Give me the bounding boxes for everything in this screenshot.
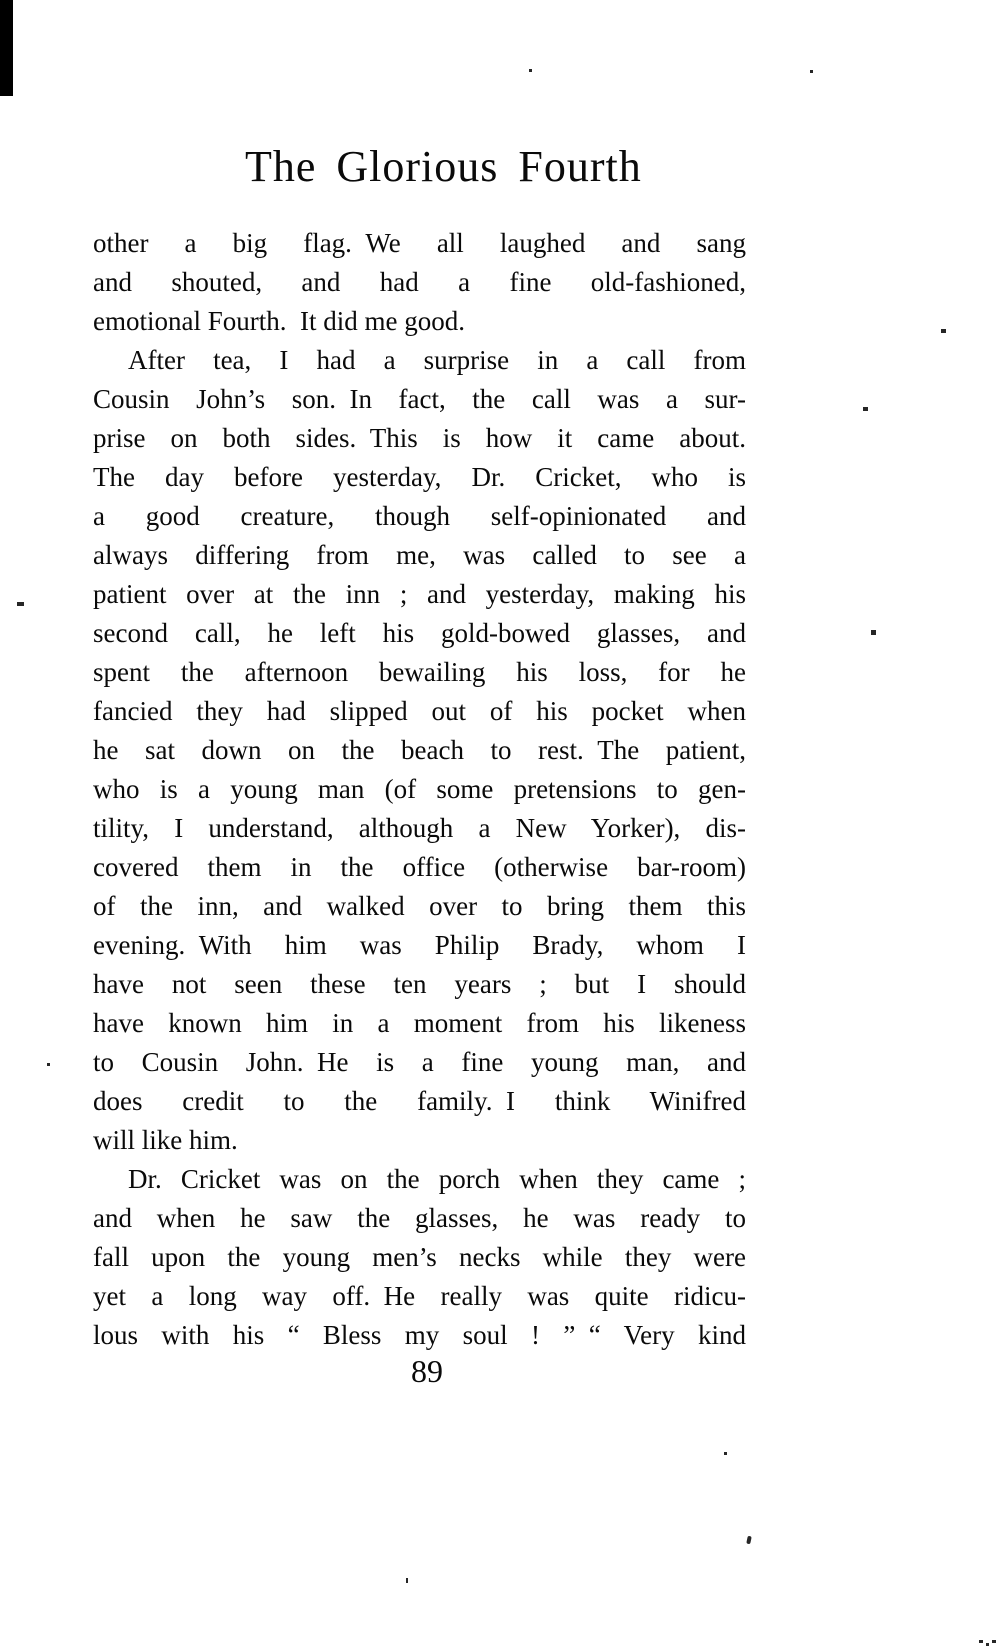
scan-speck bbox=[941, 329, 946, 333]
text-line: spent the afternoon bewailing his loss, for he bbox=[93, 657, 746, 687]
text-line: have not seen these ten years ; but I should bbox=[93, 969, 746, 999]
text-line: emotional Fourth. It did me good. bbox=[93, 306, 465, 336]
scan-speck bbox=[863, 407, 868, 411]
scan-speck bbox=[810, 70, 813, 73]
text-line: and shouted, and had a fine old-fashioned, bbox=[93, 267, 746, 297]
text-line: does credit to the family. I think Winifred bbox=[93, 1086, 746, 1116]
text-line: fancied they had slipped out of his pocket when bbox=[93, 696, 746, 726]
scan-speck bbox=[724, 1452, 727, 1455]
text-line: evening. With him was Philip Brady, whom I bbox=[93, 930, 746, 960]
text-line: patient over at the inn ; and yesterday, making his bbox=[93, 579, 746, 609]
text-line: will like him. bbox=[93, 1125, 238, 1155]
scan-speck bbox=[47, 1063, 50, 1066]
page-number: 89 bbox=[411, 1353, 443, 1389]
scan-speck bbox=[17, 602, 24, 606]
text-line: The day before yesterday, Dr. Cricket, who is bbox=[93, 462, 746, 492]
page-body bbox=[93, 224, 746, 1355]
text-line: who is a young man (of some pretensions to gen- bbox=[93, 774, 746, 804]
text-line: and when he saw the glasses, he was ready to bbox=[93, 1203, 746, 1233]
scan-speck bbox=[871, 630, 876, 635]
text-line: other a big flag. We all laughed and sang bbox=[93, 228, 746, 258]
text-line: lous with his “ Bless my soul ! ” “ Very kind bbox=[93, 1320, 746, 1350]
text-line: After tea, I had a surprise in a call from bbox=[128, 345, 746, 375]
text-line: fall upon the young men’s necks while they were bbox=[93, 1242, 746, 1272]
text-line: he sat down on the beach to rest. The patient, bbox=[93, 735, 746, 765]
text-line: yet a long way off. He really was quite ridicu- bbox=[93, 1281, 746, 1311]
scan-speck bbox=[992, 1640, 996, 1643]
text-line: a good creature, though self-opinionated and bbox=[93, 501, 746, 531]
text-line: Cousin John’s son. In fact, the call was a sur- bbox=[93, 384, 746, 414]
scan-speck bbox=[529, 69, 532, 72]
page-title: The Glorious Fourth bbox=[245, 142, 642, 191]
text-line: prise on both sides. This is how it came about. bbox=[93, 423, 746, 453]
scan-speck bbox=[406, 1578, 408, 1583]
scan-speck bbox=[979, 1640, 983, 1643]
text-line: second call, he left his gold-bowed glasses, and bbox=[93, 618, 746, 648]
scan-speck bbox=[986, 1643, 989, 1646]
text-line: Dr. Cricket was on the porch when they came ; bbox=[128, 1164, 746, 1194]
text-line: always differing from me, was called to see a bbox=[93, 540, 746, 570]
text-line: covered them in the office (otherwise bar-room) bbox=[93, 852, 746, 882]
text-line: tility, I understand, although a New Yorker), dis- bbox=[93, 813, 746, 843]
scan-speck bbox=[746, 1536, 752, 1545]
text-line: to Cousin John. He is a fine young man, and bbox=[93, 1047, 746, 1077]
scan-edge-artifact bbox=[0, 0, 13, 96]
text-line: of the inn, and walked over to bring them this bbox=[93, 891, 746, 921]
text-line: have known him in a moment from his likeness bbox=[93, 1008, 746, 1038]
